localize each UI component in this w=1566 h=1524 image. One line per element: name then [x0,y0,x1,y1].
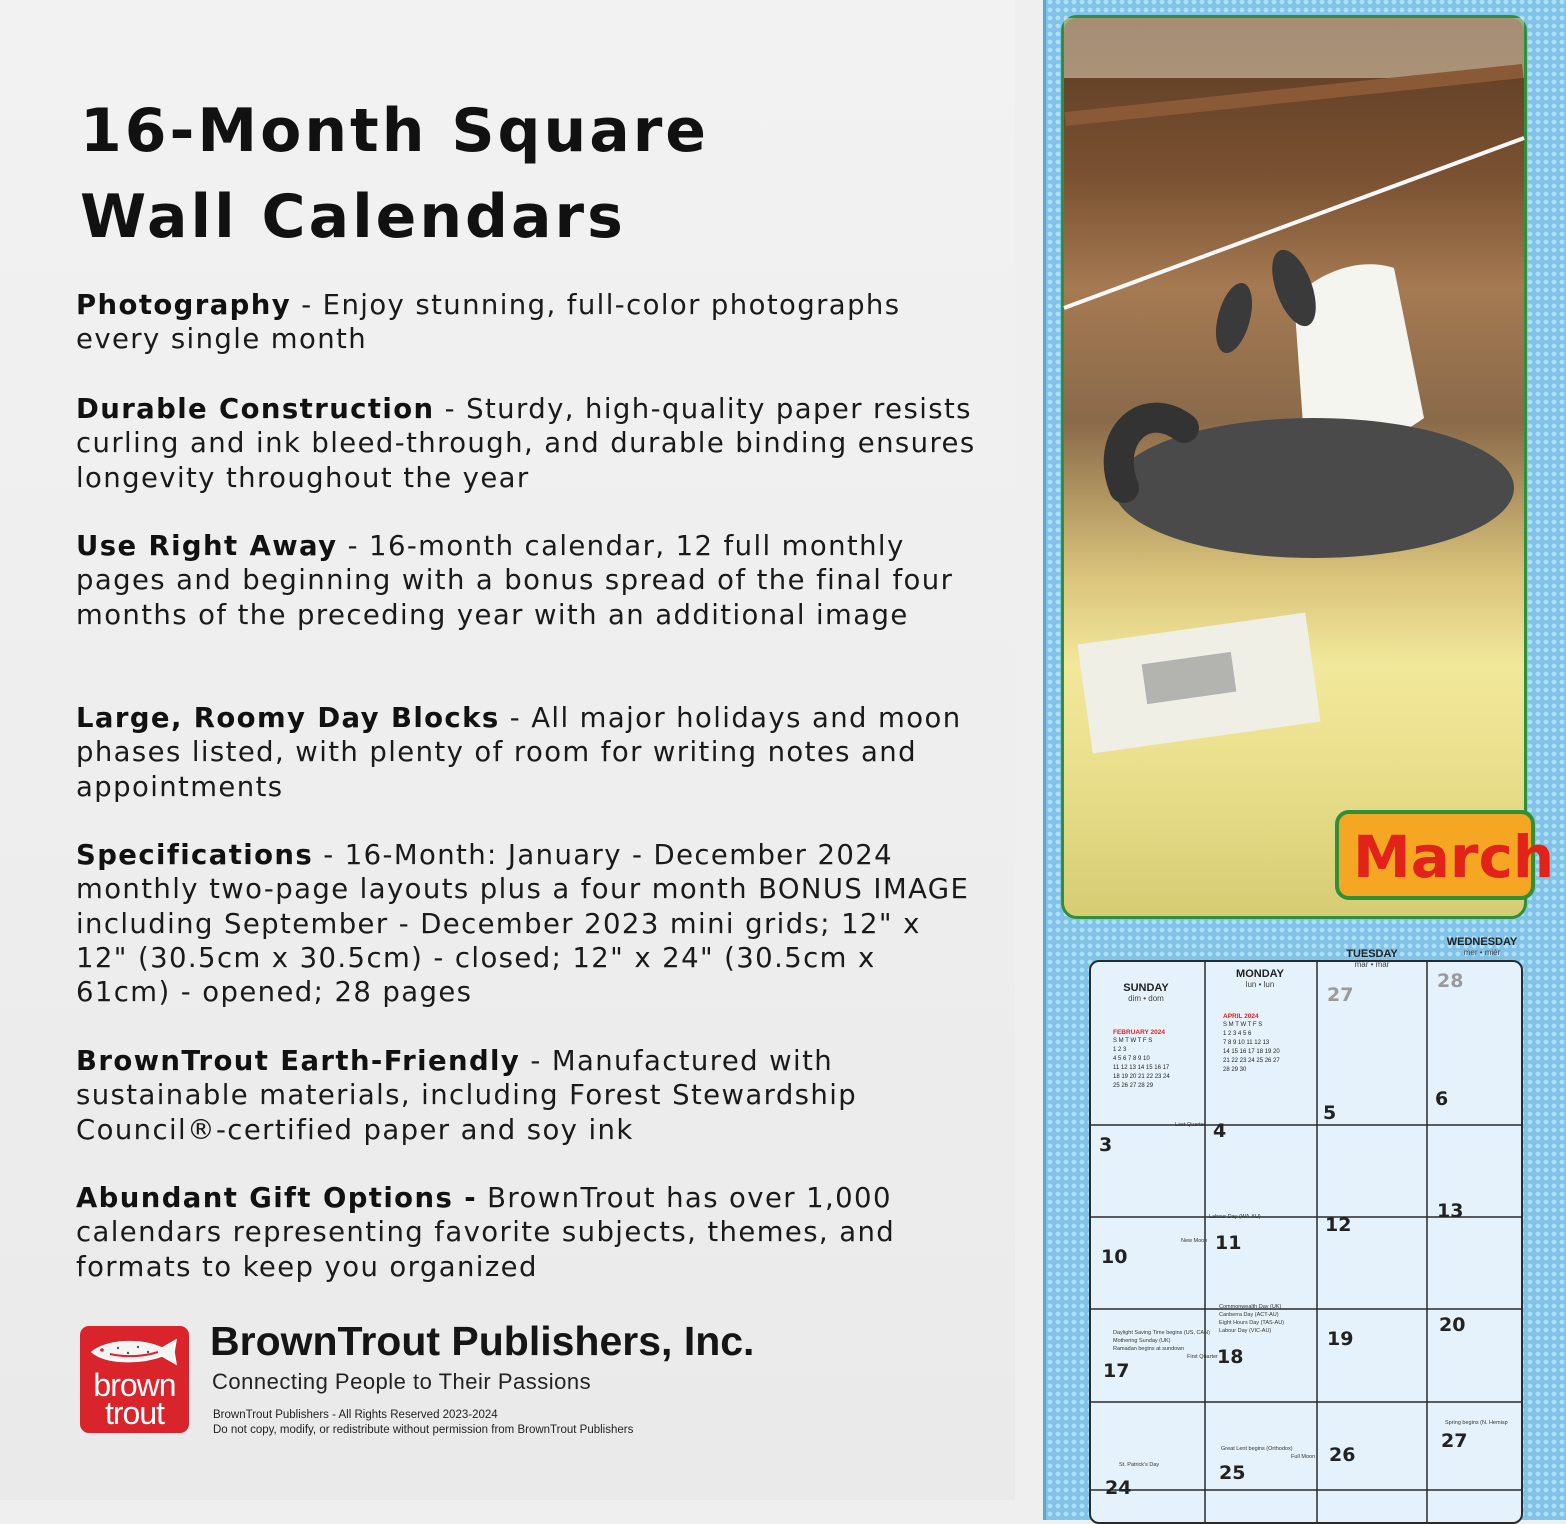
day-number: 13 [1437,1200,1464,1222]
day-number: 18 [1217,1346,1244,1368]
feature-durable-construction [76,392,976,495]
feature-text: - 16-month calendar, 12 full monthly pages and beginning with a bonus spread of the final four months of the preceding year with an additional image [76,530,954,631]
feature-text: - All major holidays and moon phases listed, with plenty of room for writing notes and appointments [76,702,962,803]
weekday-header-tuesday [1317,948,1427,969]
day-number: 17 [1103,1360,1130,1382]
day-note: Eight Hours Day (TAS-AU) [1219,1320,1284,1326]
title-line-2: Wall Calendars [80,182,626,252]
feature-heading: Use Right Away [76,530,338,562]
feature-text: - Sturdy, high-quality paper resists curling and ink bleed-through, and durable binding ensures longevity throughout the year [76,393,976,494]
feature-heading: Specifications [76,839,314,871]
weekday-translation: dim • dom [1128,994,1164,1003]
weekday-header-wednesday [1427,936,1537,957]
day-note: Spring begins (N. Hemisp [1445,1420,1508,1426]
day-note: Labour Day (VIC-AU) [1219,1328,1272,1334]
feature-text: BrownTrout has over 1,000 calendars representing favorite subjects, themes, and formats to keep you organized [76,1182,896,1283]
day-number: 27 [1441,1430,1468,1452]
feature-earth-friendly [76,1044,976,1147]
day-number: 10 [1101,1246,1128,1268]
publisher-name: BrownTrout Publishers, Inc. [210,1318,755,1364]
day-note: Last Quarter [1175,1122,1206,1128]
feature-gift-options [76,1181,976,1284]
day-note: Labour Day (WA-AU) [1209,1214,1261,1220]
copyright-line-1: BrownTrout Publishers - All Rights Reserved 2023-2024 [213,1409,498,1421]
month-label: March [1335,810,1535,900]
day-note: Ramadan begins at sundown [1113,1346,1185,1352]
weekday-header-monday [1205,968,1315,989]
weekday-translation: lun • lun [1245,980,1275,989]
feature-heading: BrownTrout Earth-Friendly [76,1045,521,1077]
mini-calendar-april: APRIL 2024 S M T W T F S 1 2 3 4 5 6 7 8 9 10 11 12 13 14 15 16 17 18 19 20 21 22 23 24 25 26 27 28 29 30 [1223,1013,1280,1073]
feature-text: - Manufactured with sustainable materials, including Forest Stewardship Council®-certified paper and soy ink [76,1045,858,1146]
day-number: 5 [1323,1102,1337,1124]
day-number: 28 [1437,970,1464,992]
day-number: 19 [1327,1328,1354,1350]
calendar-preview-image [1015,0,1555,1500]
weekday-translation: mer • miér [1463,948,1501,957]
day-note: Great Lent begins (Orthodox) [1221,1446,1293,1452]
day-number: 11 [1215,1232,1242,1254]
day-note: St. Patrick's Day [1119,1462,1160,1468]
logo-word-brown: brown [93,1367,176,1403]
cat-photo [1061,15,1527,919]
day-note: Commonwealth Day (UK) [1219,1304,1282,1310]
day-number: 24 [1105,1477,1132,1499]
mini-calendar-february: FEBRUARY 2024 S M T W T F S 1 2 3 4 5 6 7 8 9 10 11 12 13 14 15 16 17 18 19 20 21 22 23 24 25 26 27 28 29 [1113,1029,1170,1089]
day-number: 4 [1213,1120,1227,1142]
day-number: 20 [1439,1314,1466,1336]
day-number: 3 [1099,1134,1113,1156]
logo-word-trout: trout [104,1395,165,1431]
title-line-1: 16-Month Square [80,96,709,166]
cat-in-sling-illustration [1064,18,1524,916]
mini-calendar-title: FEBRUARY 2024 [1113,1029,1166,1036]
publisher-tagline: Connecting People to Their Passions [212,1369,592,1394]
copyright-line-2: Do not copy, modify, or redistribute without permission from BrownTrout Publishers [213,1424,634,1436]
day-note: New Moon [1181,1238,1208,1244]
weekday-name: MONDAY [1236,968,1284,980]
page-title [80,88,709,260]
feature-heading: Large, Roomy Day Blocks [76,702,500,734]
calendar-day-grid [1089,936,1523,1524]
day-number: 26 [1329,1444,1356,1466]
feature-heading: Photography [76,289,292,321]
feature-heading: Durable Construction [76,393,435,425]
day-note: First Quarter [1187,1354,1218,1360]
weekday-name: TUESDAY [1346,948,1398,960]
mini-calendar-title: APRIL 2024 [1223,1013,1259,1020]
day-note: Canberra Day (ACT-AU) [1219,1312,1279,1318]
day-number: 25 [1219,1462,1246,1484]
day-number: 12 [1325,1214,1352,1236]
day-note: Mothering Sunday (UK) [1113,1338,1171,1344]
feature-specifications [76,838,976,1009]
weekday-name: SUNDAY [1123,982,1169,994]
browntrout-logo [80,1326,189,1433]
trout-fish-icon [88,1334,181,1370]
feature-use-right-away [76,529,976,632]
weekday-translation: mar • mar [1354,960,1390,969]
weekday-name: WEDNESDAY [1446,936,1518,948]
day-note: Full Moon [1291,1454,1316,1460]
feature-photography [76,288,976,357]
feature-text: - Enjoy stunning, full-color photographs every single month [76,289,901,356]
feature-text: - 16-Month: January - December 2024 monthly two-page layouts plus a four month BONUS IMAGE including September - December 2023 mini grids; 12" x 12" (30.5cm x 30.5cm) - closed; 12" x 24" (30.5cm x 61cm) - opened; 28 pages [76,839,970,1009]
day-number: 6 [1435,1088,1449,1110]
day-note: Daylight Saving Time begins (US, CAN) [1113,1330,1210,1336]
feature-day-blocks [76,701,976,804]
weekday-header-sunday [1091,982,1201,1003]
day-number: 27 [1327,984,1354,1006]
feature-heading: Abundant Gift Options - [76,1182,478,1214]
